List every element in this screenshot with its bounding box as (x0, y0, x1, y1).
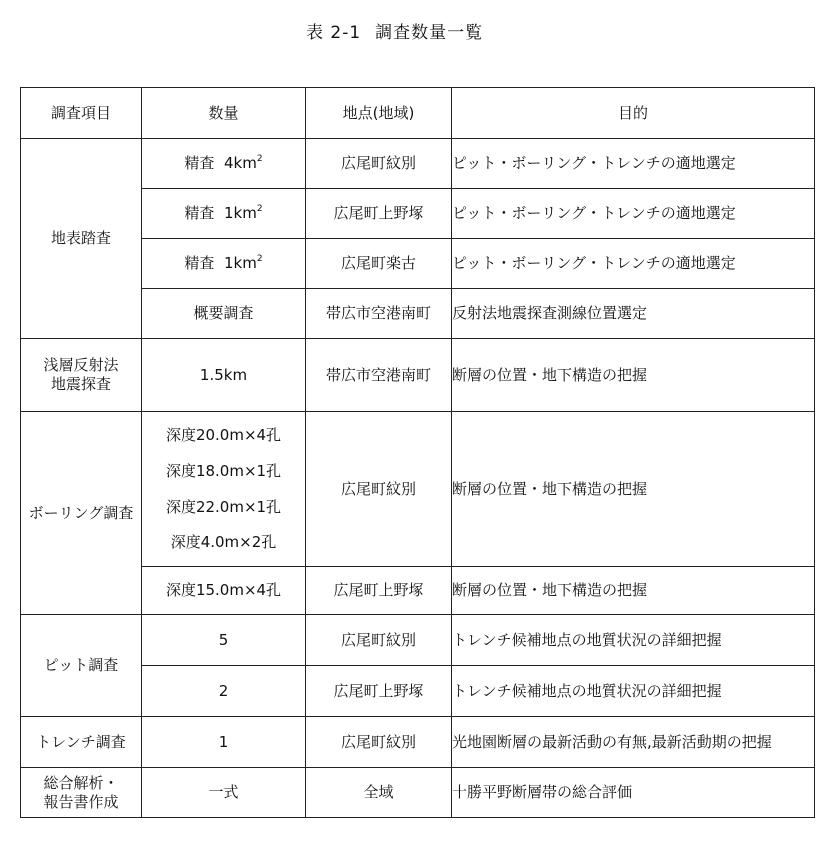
quantity-cell (142, 189, 306, 239)
header-purpose: 目的 (452, 88, 815, 139)
header-item: 調査項目 (21, 88, 142, 139)
purpose-cell: 反射法地震探査測線位置選定 (452, 289, 815, 339)
purpose-cell: 断層の位置・地下構造の把握 (452, 567, 815, 615)
table-row (21, 615, 815, 666)
quantity-cell: 1 (142, 717, 306, 768)
location-cell: 広尾町上野塚 (306, 189, 452, 239)
quantity-value: 1km (223, 204, 257, 223)
quantity-cell: 一式 (142, 768, 306, 818)
quantity-prefix: 精査 (184, 154, 215, 173)
table-title-text: 調査数量一覧 (375, 23, 484, 43)
item-cell: ピット調査 (21, 615, 142, 717)
item-cell: トレンチ調査 (21, 717, 142, 768)
location-cell: 全域 (306, 768, 452, 818)
table-row (21, 412, 815, 567)
quantity-line: 深度20.0m×4孔 (165, 426, 282, 444)
quantity-cell: 5 (142, 615, 306, 666)
location-cell: 広尾町紋別 (306, 615, 452, 666)
table-row (21, 139, 815, 189)
location-cell: 広尾町紋別 (306, 717, 452, 768)
quantity-cell: 概要調査 (142, 289, 306, 339)
quantity-prefix: 精査 (184, 254, 215, 273)
item-line: 総合解析・ (43, 773, 119, 792)
quantity-value: 1km (223, 254, 257, 273)
purpose-cell: 断層の位置・地下構造の把握 (452, 412, 815, 567)
table-row (21, 339, 815, 412)
survey-quantity-table (20, 87, 815, 818)
title-row (0, 10, 840, 50)
location-cell: 広尾町紋別 (306, 139, 452, 189)
location-cell: 広尾町上野塚 (306, 567, 452, 615)
table-row (21, 768, 815, 818)
table-row (21, 717, 815, 768)
quantity-superscript: 2 (256, 154, 263, 165)
purpose-cell: 断層の位置・地下構造の把握 (452, 339, 815, 412)
item-cell: ボーリング調査 (21, 412, 142, 615)
item-cell: 地表踏査 (21, 139, 142, 339)
quantity-cell (142, 139, 306, 189)
purpose-cell: ピット・ボーリング・トレンチの適地選定 (452, 239, 815, 289)
quantity-cell: 深度15.0m×4孔 (142, 567, 306, 615)
quantity-line: 深度4.0m×2孔 (170, 533, 277, 552)
header-location: 地点(地域) (306, 88, 452, 139)
table-number: 表 2-1 (306, 23, 362, 43)
blank-patch (512, 12, 566, 48)
item-cell (21, 768, 142, 818)
quantity-cell (142, 239, 306, 289)
purpose-cell: トレンチ候補地点の地質状況の詳細把握 (452, 666, 815, 717)
purpose-cell: 光地園断層の最新活動の有無,最新活動期の把握 (452, 717, 815, 768)
quantity-superscript: 2 (256, 204, 263, 215)
quantity-cell: 2 (142, 666, 306, 717)
location-cell: 広尾町楽古 (306, 239, 452, 289)
header-quantity: 数量 (142, 88, 306, 139)
location-cell: 広尾町紋別 (306, 412, 452, 567)
purpose-cell: ピット・ボーリング・トレンチの適地選定 (452, 189, 815, 239)
table-title (306, 18, 483, 43)
quantity-cell (142, 412, 306, 567)
quantity-value: 4km (223, 154, 257, 173)
item-cell (21, 339, 142, 412)
quantity-cell: 1.5km (142, 339, 306, 412)
quantity-line: 深度18.0m×1孔 (165, 461, 282, 480)
header-row (21, 88, 815, 139)
item-line: 浅層反射法 (43, 356, 119, 375)
quantity-line: 深度22.0m×1孔 (165, 497, 282, 516)
purpose-cell: ピット・ボーリング・トレンチの適地選定 (452, 139, 815, 189)
location-cell: 帯広市空港南町 (306, 339, 452, 412)
quantity-prefix: 精査 (184, 204, 215, 223)
item-line: 報告書作成 (43, 792, 119, 811)
purpose-cell: 十勝平野断層帯の総合評価 (452, 768, 815, 818)
purpose-cell: トレンチ候補地点の地質状況の詳細把握 (452, 615, 815, 666)
quantity-superscript: 2 (256, 254, 263, 265)
location-cell: 帯広市空港南町 (306, 289, 452, 339)
item-line: 地震探査 (50, 375, 111, 393)
location-cell: 広尾町上野塚 (306, 666, 452, 717)
quantity-list (142, 422, 305, 556)
